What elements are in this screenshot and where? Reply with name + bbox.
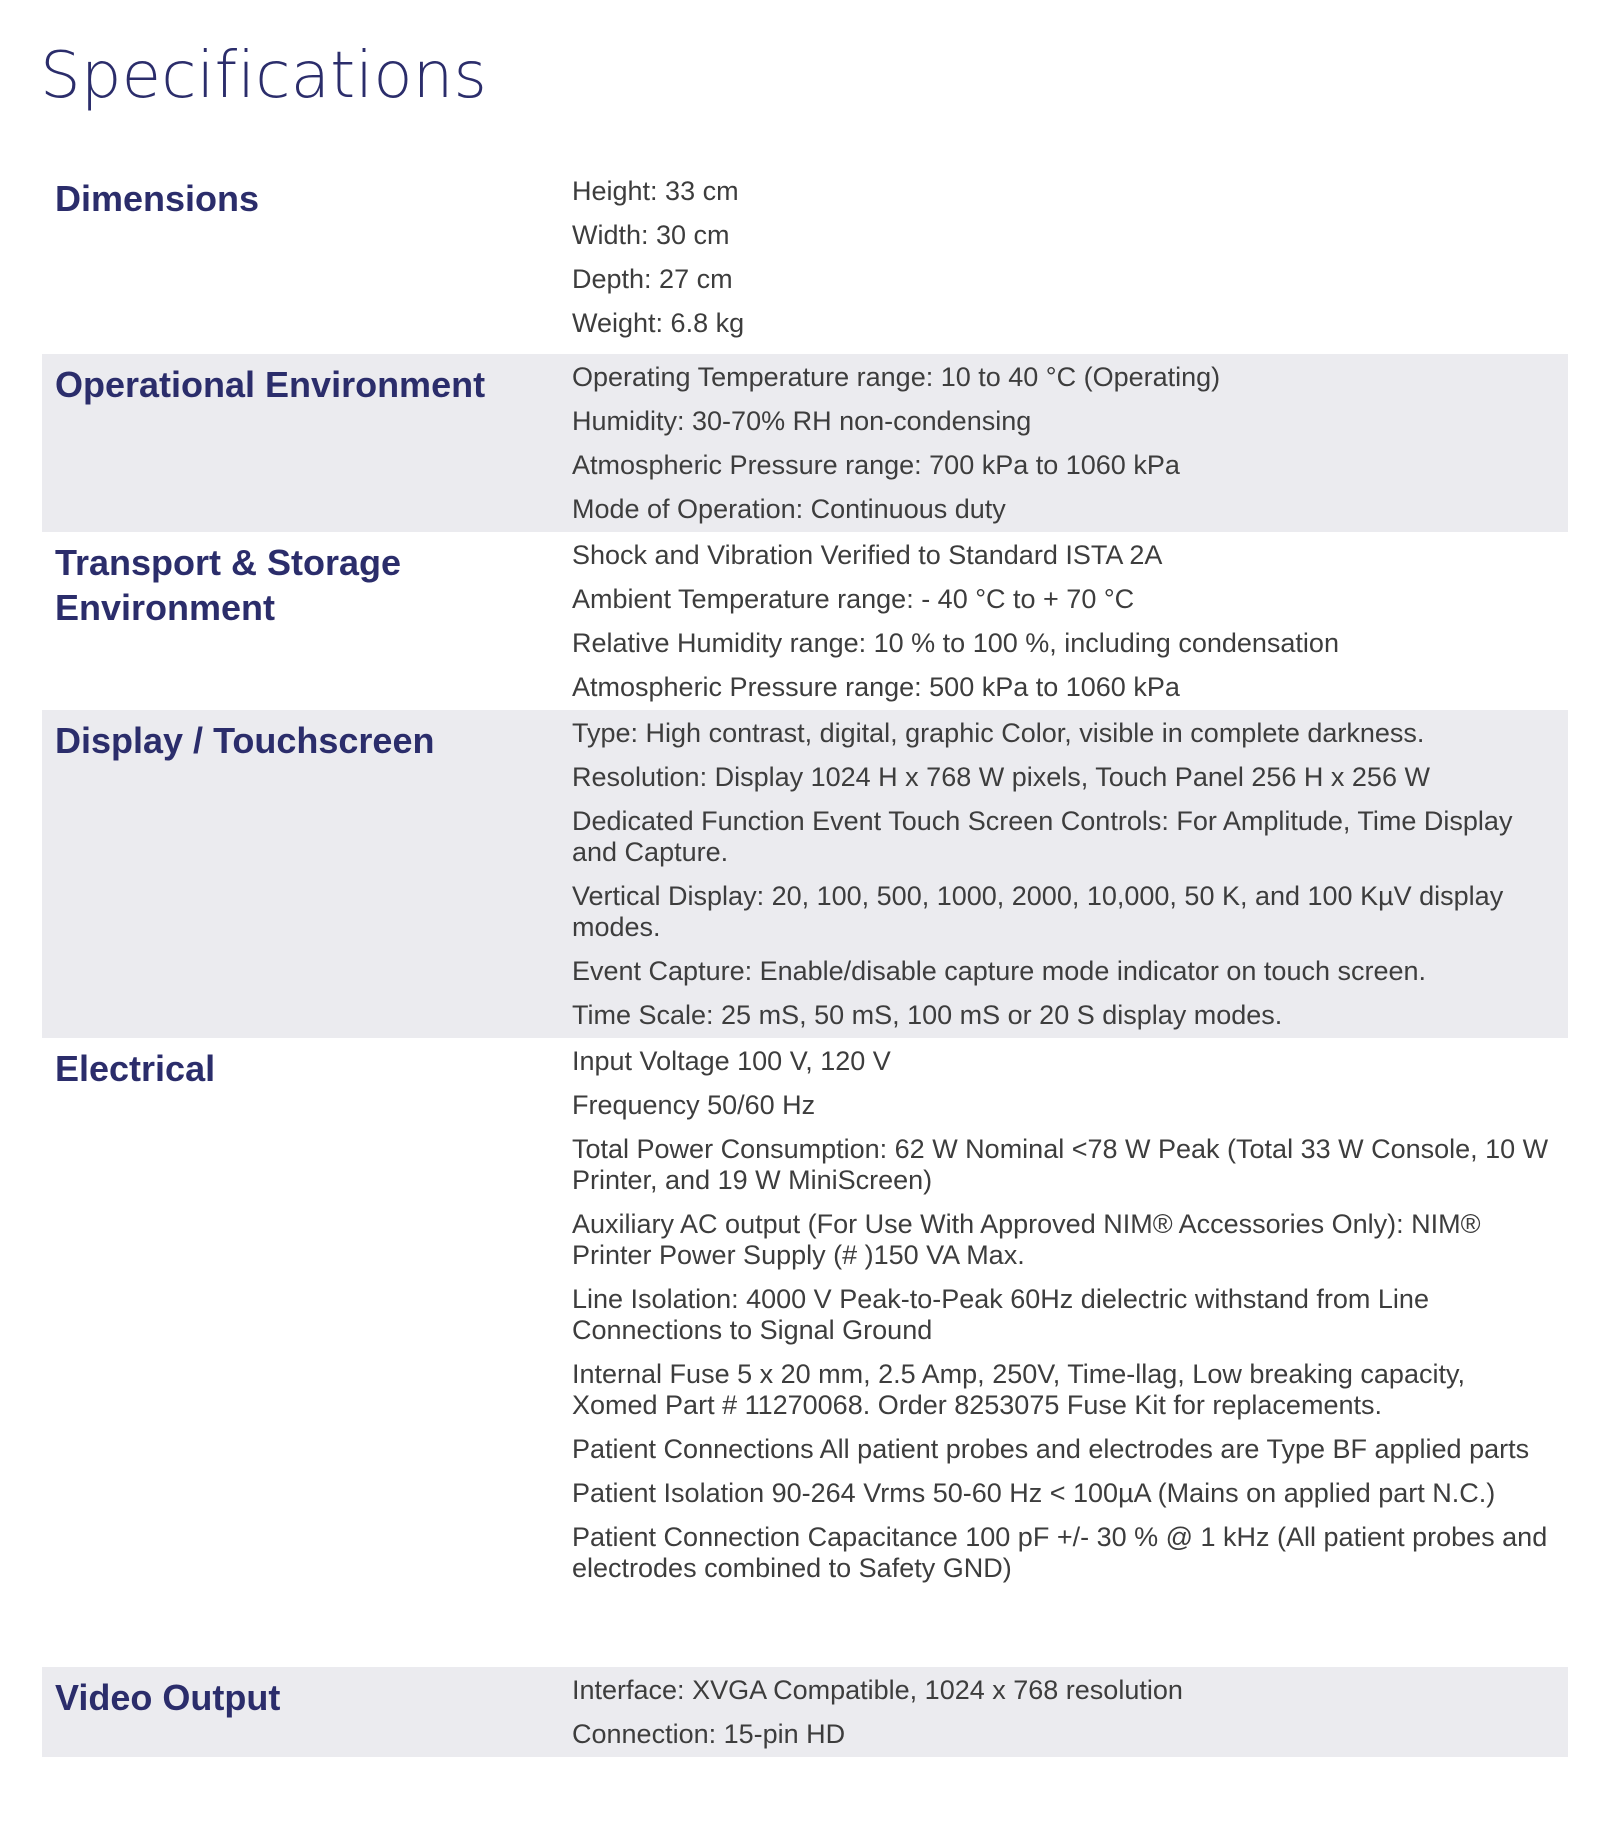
spec-row-dimensions bbox=[42, 168, 1568, 354]
spec-item: Patient Isolation 90-264 Vrms 50-60 Hz < 100µA (Mains on applied part N.C.) bbox=[572, 1478, 1496, 1508]
spec-item: Patient Connections All patient probes and electrodes are Type BF applied parts bbox=[572, 1434, 1530, 1464]
spec-item: Height: 33 cm bbox=[572, 176, 739, 206]
section-label-display-touchscreen: Display / Touchscreen bbox=[55, 720, 435, 761]
spec-row-operational-environment bbox=[42, 354, 1568, 532]
spec-item: Mode of Operation: Continuous duty bbox=[572, 494, 1006, 524]
spec-item: Event Capture: Enable/disable capture mode indicator on touch screen. bbox=[572, 956, 1427, 986]
spec-item: Atmospheric Pressure range: 700 kPa to 1060 kPa bbox=[572, 450, 1180, 480]
spec-item: Interface: XVGA Compatible, 1024 x 768 resolution bbox=[572, 1675, 1183, 1705]
spec-item: Type: High contrast, digital, graphic Color, visible in complete darkness. bbox=[572, 718, 1425, 748]
spec-item: Connection: 15-pin HD bbox=[572, 1719, 846, 1749]
spec-item: Depth: 27 cm bbox=[572, 264, 733, 294]
spec-item: Weight: 6.8 kg bbox=[572, 308, 745, 338]
spec-item: Time Scale: 25 mS, 50 mS, 100 mS or 20 S display modes. bbox=[572, 1000, 1283, 1030]
spec-item: Width: 30 cm bbox=[572, 220, 730, 250]
section-values-dimensions bbox=[572, 176, 1568, 339]
section-values-transport-storage-environment bbox=[572, 540, 1568, 703]
spec-item: Ambient Temperature range: - 40 °C to + 70 °C bbox=[572, 584, 1135, 614]
spec-item: Vertical Display: 20, 100, 500, 1000, 2000, 10,000, 50 K, and 100 KµV display modes. bbox=[572, 881, 1504, 942]
section-values-operational-environment bbox=[572, 362, 1568, 525]
spec-item: Auxiliary AC output (For Use With Approved NIM® Accessories Only): NIM® Printer Power Supply (# )150 VA Max. bbox=[572, 1209, 1481, 1270]
spec-item: Internal Fuse 5 x 20 mm, 2.5 Amp, 250V, Time-llag, Low breaking capacity, Xomed Part # 11270068. Order 8253075 Fuse Kit for replacements. bbox=[572, 1359, 1465, 1420]
section-label-electrical: Electrical bbox=[55, 1048, 216, 1089]
spec-row-transport-storage-environment bbox=[42, 532, 1568, 710]
spec-row-electrical bbox=[42, 1038, 1568, 1667]
spec-item: Humidity: 30-70% RH non-condensing bbox=[572, 406, 1032, 436]
spec-item: Resolution: Display 1024 H x 768 W pixels, Touch Panel 256 H x 256 W bbox=[572, 762, 1430, 792]
section-values-display-touchscreen bbox=[572, 718, 1568, 1031]
section-values-video-output bbox=[572, 1675, 1568, 1750]
section-label-video-output: Video Output bbox=[55, 1677, 281, 1718]
spec-item: Shock and Vibration Verified to Standard ISTA 2A bbox=[572, 540, 1163, 570]
section-label-dimensions: Dimensions bbox=[55, 178, 260, 219]
section-label-operational-environment: Operational Environment bbox=[55, 364, 486, 405]
spec-item: Total Power Consumption: 62 W Nominal <78 W Peak (Total 33 W Console, 10 W Printer, and 19 W MiniScreen) bbox=[572, 1134, 1549, 1195]
spec-item: Dedicated Function Event Touch Screen Controls: For Amplitude, Time Display and Capture. bbox=[572, 806, 1513, 867]
section-label-transport-storage-environment: Transport & Storage Environment bbox=[55, 542, 402, 628]
spec-row-video-output bbox=[42, 1667, 1568, 1757]
spec-item: Atmospheric Pressure range: 500 kPa to 1060 kPa bbox=[572, 672, 1180, 702]
spec-item: Relative Humidity range: 10 % to 100 %, including condensation bbox=[572, 628, 1339, 658]
specifications-table bbox=[42, 168, 1568, 1757]
spec-item: Frequency 50/60 Hz bbox=[572, 1090, 816, 1120]
section-values-electrical bbox=[572, 1046, 1568, 1584]
spec-item: Line Isolation: 4000 V Peak-to-Peak 60Hz dielectric withstand from Line Connections to Signal Ground bbox=[572, 1284, 1429, 1345]
spec-item: Patient Connection Capacitance 100 pF +/- 30 % @ 1 kHz (All patient probes and electrodes combined to Safety GND) bbox=[572, 1522, 1548, 1583]
page-title: Specifications bbox=[40, 39, 488, 113]
spec-item: Operating Temperature range: 10 to 40 °C (Operating) bbox=[572, 362, 1221, 392]
spec-row-display-touchscreen bbox=[42, 710, 1568, 1038]
spec-item: Input Voltage 100 V, 120 V bbox=[572, 1046, 891, 1076]
